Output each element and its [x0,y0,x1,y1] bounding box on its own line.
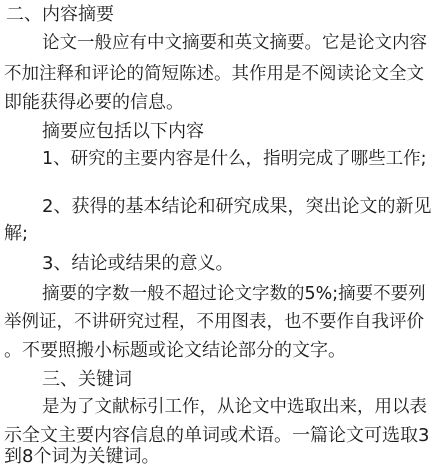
includes-intro-line: 摘要应包括以下内容 [42,121,204,142]
word-count-paragraph-line-1: 摘要的字数一般不超过论文字数的5%;摘要不要列 [42,284,426,304]
summary-paragraph-line-1: 论文一般应有中文摘要和英文摘要。它是论文内容 [42,33,427,53]
keywords-paragraph-line-3: 到8个词为关键词。 [4,446,160,467]
summary-paragraph-line-3: 即能获得必要的信息。 [4,92,184,113]
list-item-1: 1、研究的主要内容是什么，指明完成了哪些工作; [42,149,427,169]
word-count-paragraph-line-3: 。不要照搬小标题或论文结论部分的文字。 [4,340,346,361]
keywords-paragraph-line-1: 是为了文献标引工作，从论文中选取出来，用以表 [42,397,427,417]
summary-paragraph-line-2: 不加注释和评论的简短陈述。其作用是不阅读论文全文 [4,64,424,84]
list-item-3: 3、结论或结果的意义。 [42,253,234,274]
section-heading-content-summary: 二、内容摘要 [6,4,114,25]
word-count-paragraph-line-2: 举例证，不讲研究过程，不用图表，也不要作自我评价 [4,312,424,332]
list-item-2-line-2: 解; [4,223,29,244]
section-heading-keywords: 三、关键词 [42,369,132,390]
list-item-2-line-1: 2、获得的基本结论和研究成果，突出论文的新见 [42,196,432,217]
keywords-paragraph-line-2: 示全文主要内容信息的单词或术语。一篇论文可选取3 [4,425,430,446]
